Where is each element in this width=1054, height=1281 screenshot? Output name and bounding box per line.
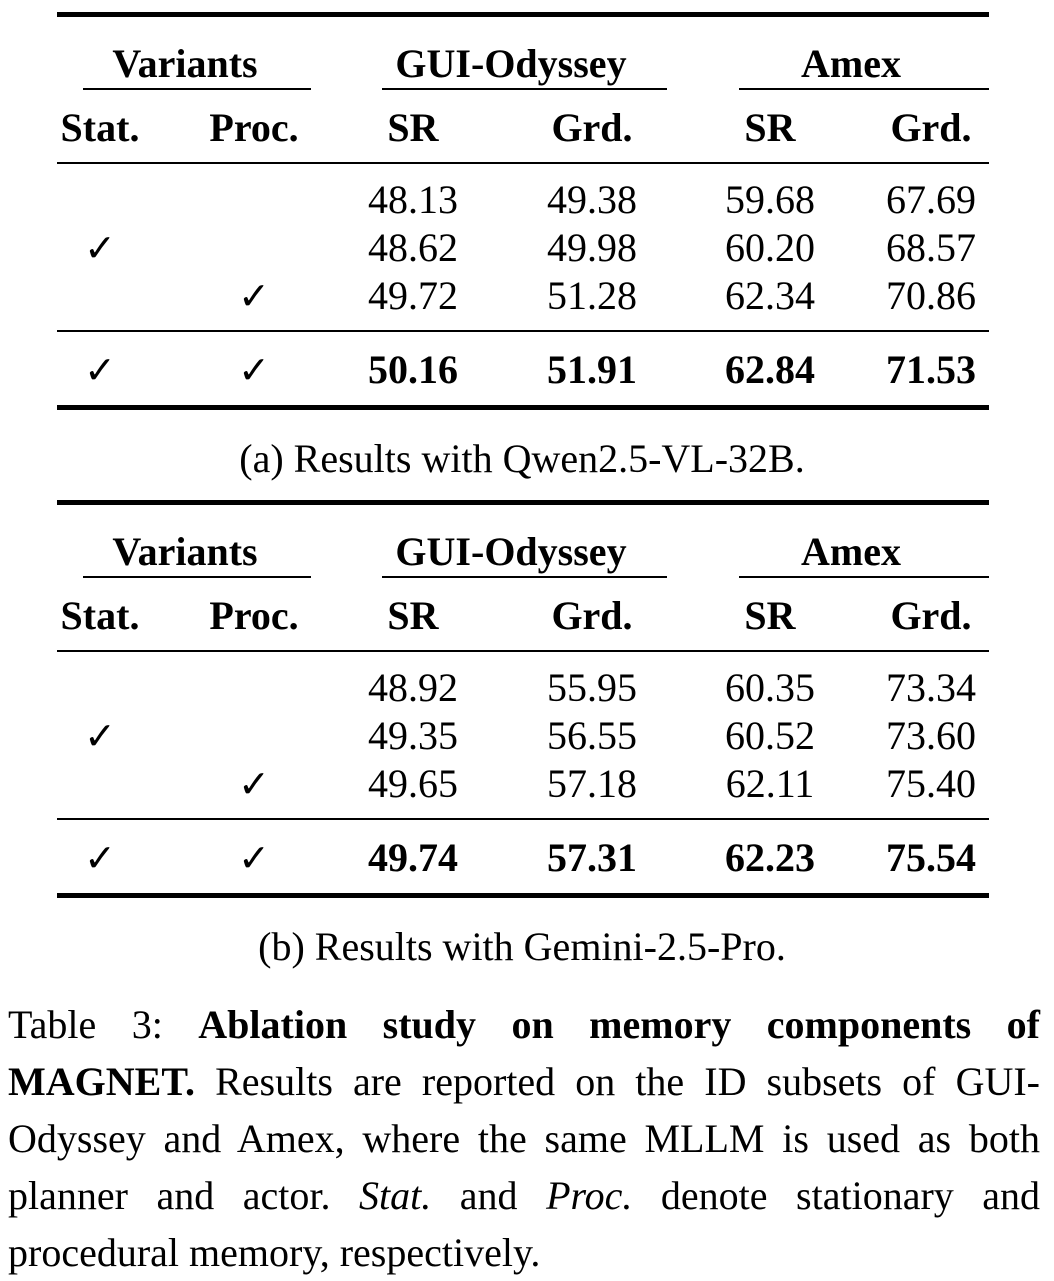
table-cell: 62.34 <box>725 273 815 318</box>
subtable-b <box>57 500 989 900</box>
col-header-proc: Proc. <box>209 105 299 150</box>
col-header-grd: Grd. <box>890 105 972 150</box>
group-header-gui-odyssey: GUI-Odyssey <box>395 41 627 86</box>
col-header-sr: SR <box>387 593 439 638</box>
col-header-sr: SR <box>744 593 796 638</box>
table-cell-best: 62.84 <box>725 347 815 392</box>
table-cell: 60.35 <box>725 665 815 710</box>
cmidrule-gui-odyssey <box>382 88 667 90</box>
table-cell: 62.11 <box>725 761 815 806</box>
table-cell: 67.69 <box>886 177 976 222</box>
caption-text: and <box>459 1173 518 1218</box>
col-header-proc: Proc. <box>209 593 299 638</box>
caption-term-proc: Proc. <box>546 1173 633 1218</box>
col-header-stat: Stat. <box>60 105 140 150</box>
table-cell: 68.57 <box>886 225 976 270</box>
header-rule <box>57 162 989 164</box>
table-cell-best: 50.16 <box>368 347 458 392</box>
caption-label: Table 3: <box>8 1002 163 1047</box>
check-stat: ✓ <box>84 714 116 758</box>
table-cell: 49.38 <box>547 177 637 222</box>
table-cell-best: 75.54 <box>886 835 976 880</box>
cmidrule-amex <box>739 88 989 90</box>
table-cell: 49.65 <box>368 761 458 806</box>
col-header-stat: Stat. <box>60 593 140 638</box>
table-cell: 60.52 <box>725 713 815 758</box>
table-cell: 57.18 <box>547 761 637 806</box>
subcaption-a: (a) Results with Qwen2.5-VL-32B. <box>239 436 805 481</box>
table-cell-best: 57.31 <box>547 835 637 880</box>
table-cell: 70.86 <box>886 273 976 318</box>
table-cell: 73.60 <box>886 713 976 758</box>
table-cell-best: 71.53 <box>886 347 976 392</box>
group-header-amex: Amex <box>801 529 901 574</box>
cmidrule-variants <box>83 576 311 578</box>
group-header-variants: Variants <box>112 41 258 86</box>
caption-lead: Ablation study on memory components of MAGNET. <box>8 1002 1040 1104</box>
table-cell-best: 62.23 <box>725 835 815 880</box>
table-cell: 73.34 <box>886 665 976 710</box>
caption-text: denote stationary and procedural memory, respectively. <box>8 1173 1041 1275</box>
table-cell: 48.92 <box>368 665 458 710</box>
group-header-amex: Amex <box>801 41 901 86</box>
mid-rule <box>57 818 989 820</box>
cmidrule-amex <box>739 576 989 578</box>
cmidrule-variants <box>83 88 311 90</box>
table-cell: 59.68 <box>725 177 815 222</box>
col-header-sr: SR <box>744 105 796 150</box>
table-cell: 48.62 <box>368 225 458 270</box>
table-cell: 49.72 <box>368 273 458 318</box>
check-proc: ✓ <box>238 762 270 806</box>
top-rule <box>57 500 989 505</box>
table-cell-best: 49.74 <box>368 835 458 880</box>
check-proc: ✓ <box>238 348 270 392</box>
table-cell: 49.35 <box>368 713 458 758</box>
bottom-rule <box>57 893 989 898</box>
group-header-variants: Variants <box>112 529 258 574</box>
caption-text: Results are reported on the ID subsets of GUI-Odyssey and Amex, where the same MLLM is used as both planner and actor. <box>8 1059 1040 1218</box>
col-header-grd: Grd. <box>551 593 633 638</box>
cmidrule-gui-odyssey <box>382 576 667 578</box>
table-cell: 51.28 <box>547 273 637 318</box>
check-stat: ✓ <box>84 226 116 270</box>
subcaption-b: (b) Results with Gemini-2.5-Pro. <box>258 924 786 969</box>
table-cell: 75.40 <box>886 761 976 806</box>
table-cell: 49.98 <box>547 225 637 270</box>
table-cell: 56.55 <box>547 713 637 758</box>
header-rule <box>57 650 989 652</box>
group-header-gui-odyssey: GUI-Odyssey <box>395 529 627 574</box>
bottom-rule <box>57 405 989 410</box>
table-cell-best: 51.91 <box>547 347 637 392</box>
table-cell: 55.95 <box>547 665 637 710</box>
check-proc: ✓ <box>238 836 270 880</box>
check-proc: ✓ <box>238 274 270 318</box>
top-rule <box>57 12 989 17</box>
table-caption <box>8 996 1040 1281</box>
table-cell: 60.20 <box>725 225 815 270</box>
subtable-a <box>57 12 989 412</box>
col-header-grd: Grd. <box>551 105 633 150</box>
col-header-sr: SR <box>387 105 439 150</box>
caption-term-stat: Stat. <box>359 1173 432 1218</box>
check-stat: ✓ <box>84 836 116 880</box>
mid-rule <box>57 330 989 332</box>
col-header-grd: Grd. <box>890 593 972 638</box>
table-cell: 48.13 <box>368 177 458 222</box>
check-stat: ✓ <box>84 348 116 392</box>
